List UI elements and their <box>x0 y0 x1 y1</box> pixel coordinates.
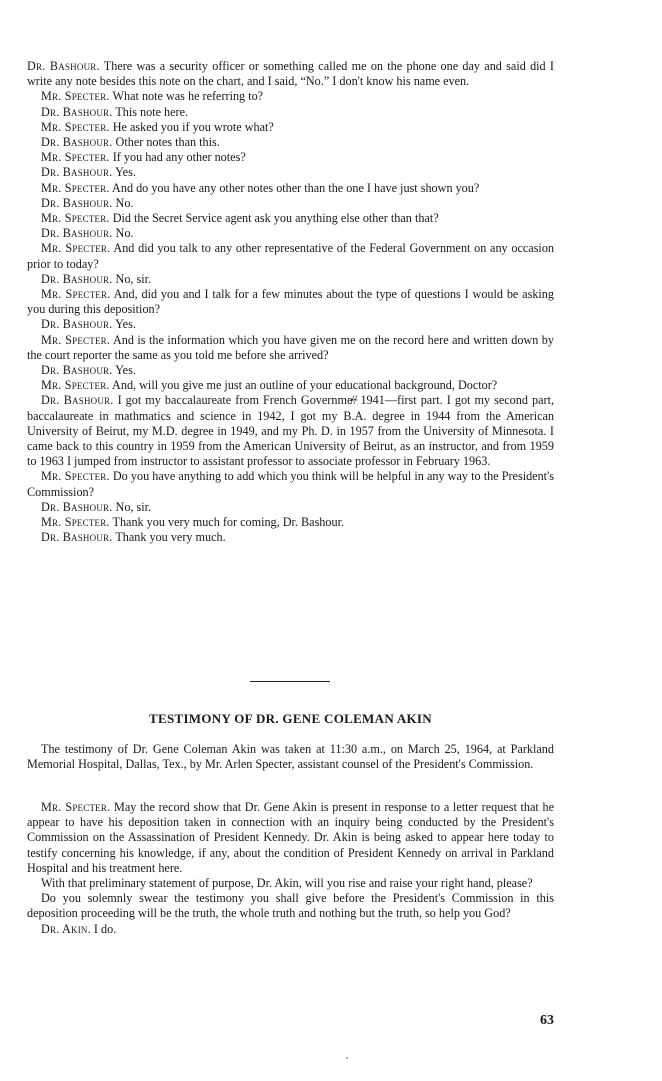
speaker-name: Mr. Specter. <box>41 378 110 393</box>
scan-speck <box>346 1057 348 1059</box>
speaker-name: Mr. Specter. <box>41 241 111 256</box>
dialogue-text: With that preliminary statement of purpose, Dr. Akin, will you rise and raise your right hand, please? <box>41 876 533 891</box>
speaker-name: Dr. Bashour. <box>41 104 113 119</box>
dialogue-line <box>27 800 554 876</box>
dialogue-text: If you had any other notes? <box>112 150 246 165</box>
dialogue-text: Other notes than this. <box>115 135 220 150</box>
dialogue-line <box>27 120 554 135</box>
dialogue-line <box>27 500 554 515</box>
dialogue-text: No, sir. <box>115 499 152 514</box>
speaker-name: Mr. Specter. <box>41 469 110 484</box>
speaker-name: Dr. Bashour. <box>41 165 113 180</box>
dialogue-text: And, will you give me just an outline of your educational background, Doctor? <box>112 378 498 393</box>
testimony-intro <box>27 742 554 772</box>
dialogue-text: And did you talk to any other representative of the Federal Government on any occasion prior to today? <box>27 241 555 271</box>
dialogue-text: No. <box>115 195 134 210</box>
dialogue-text: No. <box>115 226 134 241</box>
dialogue-text: And is the information which you have given me on the record here and written down by the court reporter the same as you told me before she arrived? <box>27 332 554 362</box>
dialogue-line <box>27 317 554 332</box>
dialogue-line <box>27 226 554 241</box>
dialogue-text: Thank you very much. <box>115 530 226 545</box>
dialogue-line <box>27 135 554 150</box>
deposition-dialogue-akin <box>27 800 554 937</box>
speaker-name: Mr. Specter. <box>41 119 110 134</box>
speaker-name: Dr. Bashour. <box>27 59 100 73</box>
dialogue-line <box>27 469 554 499</box>
speaker-name: Dr. Bashour. <box>41 393 114 408</box>
dialogue-line <box>27 272 554 287</box>
speaker-name: Dr. Bashour. <box>41 271 113 286</box>
dialogue-line <box>27 181 554 196</box>
dialogue-text: Do you solemnly swear the testimony you shall give before the President's Commission in this deposition proceeding will be the truth, the whole truth and nothing but the truth, so help you God? <box>27 891 554 921</box>
dialogue-text: I got my baccalaureate from French Governme̴̸ ̴̸ 1941—first part. I got my second part, baccalaureate in mathmatics and science in 1942, I got my B.A. degree in 1944 from the American University of Beirut, my M.D. degree in 1949, and my Ph. D. in 1957 from the University of Minnesota. I came back to this country in 1959 from the American University of Beirut, as an instructor, and from 1959 to 1963 I jumped from instructor to assistant professor to associate professor in February 1963. <box>27 393 555 469</box>
speaker-name: Mr. Specter. <box>41 332 111 347</box>
speaker-name: Mr. Specter. <box>41 800 111 814</box>
speaker-name: Mr. Specter. <box>41 515 110 530</box>
dialogue-line <box>27 89 554 104</box>
dialogue-text: Yes. <box>115 363 136 378</box>
speaker-name: Dr. Bashour. <box>41 499 113 514</box>
dialogue-line <box>27 165 554 180</box>
speaker-name: Mr. Specter. <box>41 287 111 302</box>
dialogue-line <box>27 891 554 921</box>
dialogue-text: What note was he referring to? <box>112 89 264 104</box>
dialogue-text: There was a security officer or something called me on the phone one day and said did I write any note besides this note on the chart, and I said, “No.” I don't know his name even. <box>27 59 554 89</box>
dialogue-text: Did the Secret Service agent ask you anything else other than that? <box>112 211 439 226</box>
dialogue-text: And do you have any other notes other than the one I have just shown you? <box>112 180 480 195</box>
dialogue-text: Yes. <box>115 165 136 180</box>
dialogue-text: This note here. <box>115 104 189 119</box>
section-divider <box>250 681 330 682</box>
speaker-name: Mr. Specter. <box>41 211 110 226</box>
speaker-name: Dr. Bashour. <box>41 363 113 378</box>
speaker-name: Dr. Bashour. <box>41 530 113 545</box>
deposition-dialogue-bashour <box>27 59 554 546</box>
speaker-name: Mr. Specter. <box>41 180 110 195</box>
dialogue-text: Do you have anything to add which you think will be helpful in any way to the President's Commission? <box>27 469 555 499</box>
dialogue-line <box>27 287 554 317</box>
speaker-name: Dr. Akin. <box>41 921 91 936</box>
dialogue-line <box>27 105 554 120</box>
speaker-name: Dr. Bashour. <box>41 226 113 241</box>
dialogue-text: Yes. <box>115 317 136 332</box>
dialogue-text: Thank you very much for coming, Dr. Bashour. <box>112 515 345 530</box>
dialogue-line <box>27 241 554 271</box>
dialogue-line <box>27 876 554 891</box>
speaker-name: Mr. Specter. <box>41 89 110 104</box>
dialogue-line <box>27 150 554 165</box>
dialogue-text: He asked you if you wrote what? <box>112 119 274 134</box>
dialogue-text: I do. <box>93 921 117 936</box>
testimony-heading: TESTIMONY OF DR. GENE COLEMAN AKIN <box>149 711 432 726</box>
dialogue-line <box>27 59 554 89</box>
dialogue-text: And, did you and I talk for a few minutes about the type of questions I would be asking you during this deposition? <box>27 287 554 317</box>
dialogue-line <box>27 333 554 363</box>
speaker-name: Dr. Bashour. <box>41 195 113 210</box>
dialogue-line <box>27 530 554 545</box>
speaker-name: Dr. Bashour. <box>41 135 113 150</box>
dialogue-line <box>27 515 554 530</box>
dialogue-line <box>27 393 554 469</box>
intro-paragraph: The testimony of Dr. Gene Coleman Akin was taken at 11:30 a.m., on March 25, 1964, at Parkland Memorial Hospital, Dallas, Tex., by Mr. Arlen Specter, assistant counsel of the President's Commission. <box>27 742 554 772</box>
dialogue-line <box>27 922 554 937</box>
speaker-name: Mr. Specter. <box>41 150 110 165</box>
speaker-name: Dr. Bashour. <box>41 317 113 332</box>
dialogue-line <box>27 378 554 393</box>
dialogue-text: No, sir. <box>115 271 152 286</box>
dialogue-text: May the record show that Dr. Gene Akin is present in response to a letter request that he appear to have his deposition taken in connection with an inquiry being conducted by the President's Commission on the Assassination of President Kennedy. Dr. Akin is being asked to appear here today to testify concerning his knowledge, if any, about the condition of President Kennedy on arrival in Parkland Hospital and his treatment here. <box>27 800 554 875</box>
dialogue-line <box>27 363 554 378</box>
dialogue-line <box>27 211 554 226</box>
page-number: 63 <box>540 1013 554 1028</box>
dialogue-line <box>27 196 554 211</box>
